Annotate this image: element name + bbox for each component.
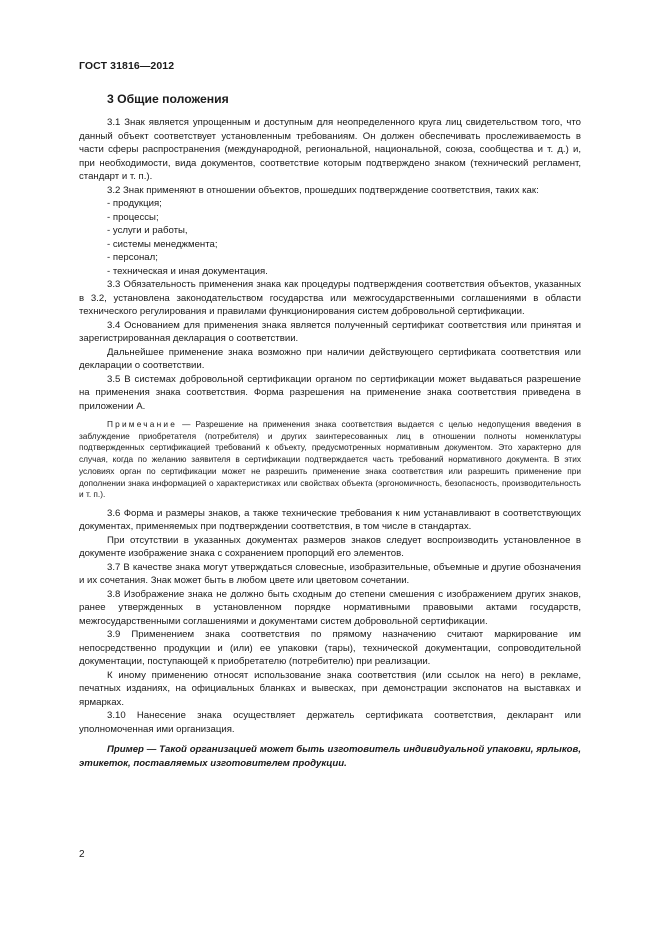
paragraph-3-5: 3.5 В системах добровольной сертификации органом по сертификации может выдаваться разрешение на применения знака соответствия. Форма разрешения на применение знака соответствия приведена в приложении А. — [79, 373, 581, 412]
paragraph-3-2: 3.2 Знак применяют в отношении объектов, прошедших подтверждение соответствия, таких как: — [107, 184, 539, 196]
objects-list — [79, 197, 581, 278]
paragraph-3-6-continued: При отсутствии в указанных документах размеров знаков следует воспроизводить установленное в документе изображение знака с сохранением пропорций его элементов. — [79, 534, 581, 560]
list-item: - процессы; — [107, 211, 581, 225]
paragraph-3-4-continued: Дальнейшее применение знака возможно при наличии действующего сертификата соответствия или декларации о соответствии. — [79, 346, 581, 371]
paragraph-3-3: 3.3 Обязательность применения знака как процедуры подтверждения соответствия объектов, указанных в 3.2, установлена законодательством государства или межгосударственными соглашениями в области технического регулирования и правилами функционирования систем добровольной сертификации. — [79, 279, 581, 317]
paragraph-3-8: 3.8 Изображение знака не должно быть сходным до степени смешения с изображением других знаков, ранее утвержденных в установленном порядке нормативными правовыми актами государств, межгосударственными соглашениями и документами систем добровольной сертификации. — [79, 588, 581, 627]
example: Пример — Такой организацией может быть изготовитель индивидуальной упаковки, ярлыков, этикеток, поставляемых изготовителем продукции. — [79, 744, 581, 769]
list-item: - продукция; — [107, 197, 581, 211]
section-title: 3 Общие положения — [107, 92, 229, 106]
paragraph-3-9: 3.9 Применением знака соответствия по прямому назначению считают маркирование им непосредственно продукции и (или) ее упаковки (тары), технической документации, сопроводительной документации, поступающей к приобретателю (потребителю) при реализации. — [79, 629, 581, 668]
list-item: - системы менеджмента; — [107, 238, 581, 252]
list-item: - услуги и работы, — [107, 224, 581, 238]
paragraph-3-6: 3.6 Форма и размеры знаков, а также технические требования к ним устанавливают в соответствующих документах, применяемых при подтверждении соответствия, в том числе в стандартах. — [79, 507, 581, 533]
document-body — [79, 116, 581, 770]
paragraph-3-7: 3.7 В качестве знака могут утверждаться словесные, изобразительные, объемные и другие обозначения и их сочетания. Знак может быть в любом цвете или цветовом сочетании. — [79, 561, 581, 587]
note-label: Примечание — [107, 419, 178, 429]
paragraph-3-10: 3.10 Нанесение знака осуществляет держатель сертификата соответствия, декларант или уполномоченная ими организация. — [79, 710, 581, 735]
document-header-code: ГОСТ 31816—2012 — [79, 60, 175, 72]
note — [79, 419, 581, 501]
list-item: - персонал; — [107, 251, 581, 265]
page-number: 2 — [79, 849, 85, 860]
note-text: — Разрешение на применения знака соответствия выдается с целью недопущения введения в заблуждение приобретателя (потребителя) и других заинтересованных лиц в отношении полноты номенклатуры подтвержденных сертификацией требований к объекту, предусмотренных нормативным документом. Это характерно для случая, когда по желанию заявителя в сертификации подтверждается часть требований нормативного документа. В этих условиях орган по сертификации может не разрешить применение знака соответствия или разрешить применение при дополнении знака информацией о характеристиках или свойствах объекта (эргономичность, безопасность, производительность и т. п.). — [79, 419, 581, 500]
paragraph-3-1: 3.1 Знак является упрощенным и доступным для неопределенного круга лиц свидетельством того, что данный объект соответствует установленным требованиям. Он должен обеспечивать прослеживаемость в части сферы распространения (международной, региональной, национальной, союза, сообщества и т. д.) и, при необходимости, вида документов, соответствие которым подтверждено знаком (технический регламент, стандарт и т. п.). — [79, 117, 581, 182]
paragraph-3-4: 3.4 Основанием для применения знака является полученный сертификат соответствия или принятая и зарегистрированная декларация о соответствии. — [79, 319, 581, 344]
paragraph-3-9-continued: К иному применению относят использование знака соответствия (или ссылок на него) в рекламе, печатных изданиях, на официальных бланках и вывесках, при демонстрации экспонатов на выставках и ярмарках. — [79, 669, 581, 708]
list-item: - техническая и иная документация. — [107, 265, 581, 279]
